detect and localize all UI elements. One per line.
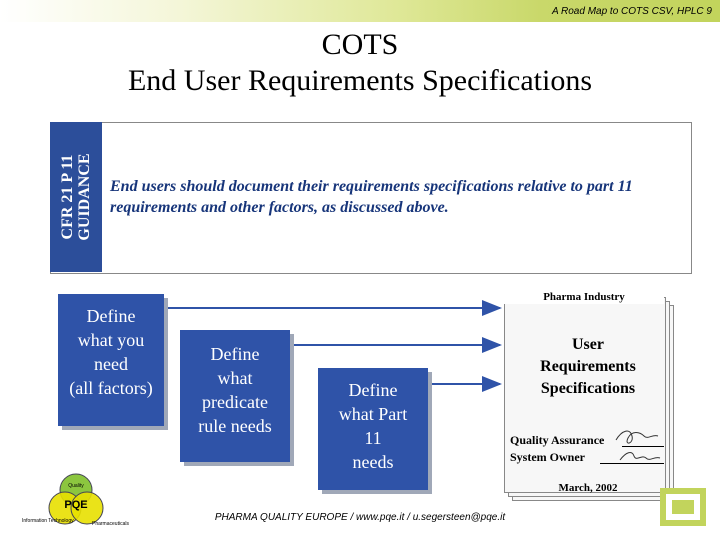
step1-line4: (all factors) (69, 378, 153, 398)
step2-line3: predicate (202, 392, 268, 412)
step-define-needs (58, 294, 164, 426)
slide-title-line1: COTS (321, 28, 399, 61)
step-define-part11 (318, 368, 428, 490)
step1-line1: Define (86, 306, 136, 326)
step1-line2: what you (77, 330, 145, 350)
logo-right-label: Pharmaceuticals (92, 521, 129, 527)
owner-signature-label: System Owner (510, 450, 585, 464)
guidance-label-line1: CFR 21 P 11 (59, 154, 76, 240)
logo-top-label: Quality (68, 483, 84, 489)
handwritten-signatures (610, 424, 666, 468)
doc-title-line1: User (572, 336, 604, 353)
doc-title (504, 334, 672, 400)
header-text: A Road Map to COTS CSV, HPLC 9 (551, 6, 712, 17)
qa-signature-label: Quality Assurance (510, 433, 605, 447)
step3-line1: Define (348, 380, 398, 400)
guidance-text: End users should document their requirements specifications relative to part 11 requirements and other factors, as discussed above. (110, 178, 633, 216)
step3-line2: what Part (338, 404, 408, 424)
footer-text: PHARMA QUALITY EUROPE / www.pqe.it / u.segersteen@pqe.it (214, 512, 506, 523)
doc-header: Pharma Industry (504, 290, 664, 304)
step-define-predicate (180, 330, 290, 462)
logo-left-label: Information Technology (22, 518, 74, 524)
doc-title-line3: Specifications (540, 380, 636, 397)
step1-line3: need (94, 354, 128, 374)
step2-line2: what (217, 368, 253, 388)
guidance-side-label (50, 122, 102, 272)
doc-date: March, 2002 (558, 482, 618, 494)
slide-title-line2: End User Requirements Specifications (127, 64, 593, 97)
step3-line3: 11 (364, 428, 382, 448)
step2-line1: Define (210, 344, 260, 364)
step3-line4: needs (352, 452, 394, 472)
corner-decoration (660, 488, 706, 526)
step2-line4: rule needs (198, 416, 272, 436)
guidance-label-line2: GUIDANCE (76, 153, 93, 241)
doc-title-line2: Requirements (540, 358, 636, 375)
logo-name: PQE (64, 499, 88, 511)
